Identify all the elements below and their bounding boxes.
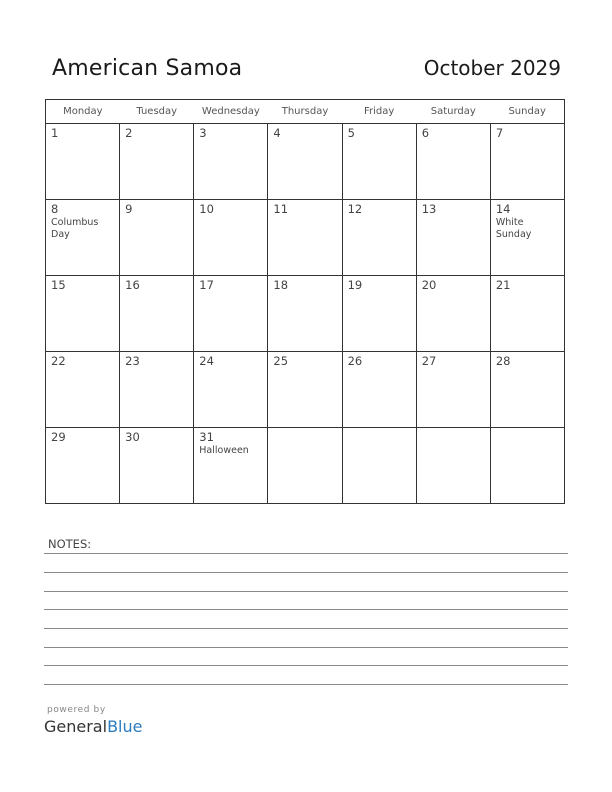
- day-number: 7: [495, 126, 504, 140]
- week-row: [46, 124, 565, 200]
- day-number: 15: [51, 278, 66, 292]
- weekday-wednesday: Wednesday: [194, 100, 268, 124]
- day-number: 27: [421, 354, 437, 368]
- weekday-tuesday: Tuesday: [120, 100, 194, 124]
- day-number: 20: [421, 278, 437, 292]
- day-cell: [416, 276, 490, 352]
- brand-blue: Blue: [107, 717, 143, 736]
- weekday-header-row: [46, 100, 565, 124]
- day-cell: [342, 200, 416, 276]
- day-number: 4: [273, 126, 281, 140]
- day-number: 14: [495, 202, 511, 216]
- weekday-monday: Monday: [46, 100, 120, 124]
- day-cell: [268, 276, 342, 352]
- day-cell: [416, 124, 490, 200]
- day-cell: [268, 124, 342, 200]
- week-row: [46, 276, 565, 352]
- day-cell: [46, 200, 120, 276]
- day-cell: [268, 352, 342, 428]
- note-line: [44, 684, 568, 685]
- day-cell: [120, 124, 194, 200]
- day-cell: [46, 428, 120, 504]
- day-number: 13: [421, 202, 437, 216]
- day-cell: [46, 124, 120, 200]
- day-number: 6: [421, 126, 430, 140]
- note-line: [44, 609, 568, 610]
- day-cell: [268, 200, 342, 276]
- day-cell: [416, 200, 490, 276]
- day-number: 5: [347, 126, 355, 140]
- notes-label: NOTES:: [48, 537, 92, 551]
- calendar-title: American Samoa: [52, 56, 243, 81]
- day-number: 8: [51, 202, 59, 216]
- generalblue-logo: [44, 717, 142, 736]
- day-number: 10: [199, 202, 214, 216]
- day-cell: [416, 352, 490, 428]
- calendar-grid: [45, 99, 565, 504]
- day-cell: [46, 352, 120, 428]
- note-line: [44, 591, 568, 592]
- day-cell: [416, 428, 490, 504]
- day-number: 9: [125, 202, 133, 216]
- day-number: 31: [199, 430, 214, 444]
- note-line: [44, 572, 568, 573]
- day-cell: [490, 428, 564, 504]
- holiday-label: Halloween: [199, 445, 249, 456]
- day-cell: [194, 200, 268, 276]
- day-number: 2: [125, 126, 133, 140]
- day-number: 18: [273, 278, 289, 292]
- calendar-month: October 2029: [423, 56, 561, 80]
- day-cell: [268, 428, 342, 504]
- note-line: [44, 553, 568, 554]
- note-line: [44, 665, 568, 666]
- day-cell: [46, 276, 120, 352]
- day-cell: [120, 276, 194, 352]
- day-number: 12: [347, 202, 363, 216]
- day-cell: [490, 200, 564, 276]
- day-number: 29: [51, 430, 66, 444]
- day-cell: [120, 428, 194, 504]
- holiday-label: Columbus Day: [51, 217, 99, 240]
- day-cell: [342, 428, 416, 504]
- day-number: 30: [125, 430, 140, 444]
- day-number: 1: [51, 126, 59, 140]
- weekday-sunday: Sunday: [490, 100, 564, 124]
- day-number: 16: [125, 278, 140, 292]
- day-number: 11: [273, 202, 289, 216]
- day-number: 26: [347, 354, 363, 368]
- day-number: 25: [273, 354, 289, 368]
- day-cell: [490, 352, 564, 428]
- day-number: 24: [199, 354, 214, 368]
- day-cell: [490, 124, 564, 200]
- week-row: [46, 352, 565, 428]
- day-cell: [194, 276, 268, 352]
- day-cell: [120, 200, 194, 276]
- powered-by-label: powered by: [47, 705, 106, 715]
- day-cell: [120, 352, 194, 428]
- day-cell: [194, 352, 268, 428]
- day-number: 23: [125, 354, 140, 368]
- note-line: [44, 628, 568, 629]
- week-row: [46, 200, 565, 276]
- weekday-friday: Friday: [342, 100, 416, 124]
- day-number: 22: [51, 354, 66, 368]
- weekday-saturday: Saturday: [416, 100, 490, 124]
- day-number: 19: [347, 278, 363, 292]
- week-row: [46, 428, 565, 504]
- day-number: 3: [199, 126, 207, 140]
- day-cell: [342, 124, 416, 200]
- day-cell: [342, 352, 416, 428]
- day-cell: [194, 124, 268, 200]
- day-number: 17: [199, 278, 214, 292]
- day-cell: [342, 276, 416, 352]
- weekday-thursday: Thursday: [268, 100, 342, 124]
- day-number: 28: [495, 354, 511, 368]
- brand-general: General: [44, 717, 108, 736]
- day-cell: [490, 276, 564, 352]
- day-cell: [194, 428, 268, 504]
- note-line: [44, 647, 568, 648]
- day-number: 21: [495, 278, 511, 292]
- holiday-label: White Sunday: [495, 217, 532, 240]
